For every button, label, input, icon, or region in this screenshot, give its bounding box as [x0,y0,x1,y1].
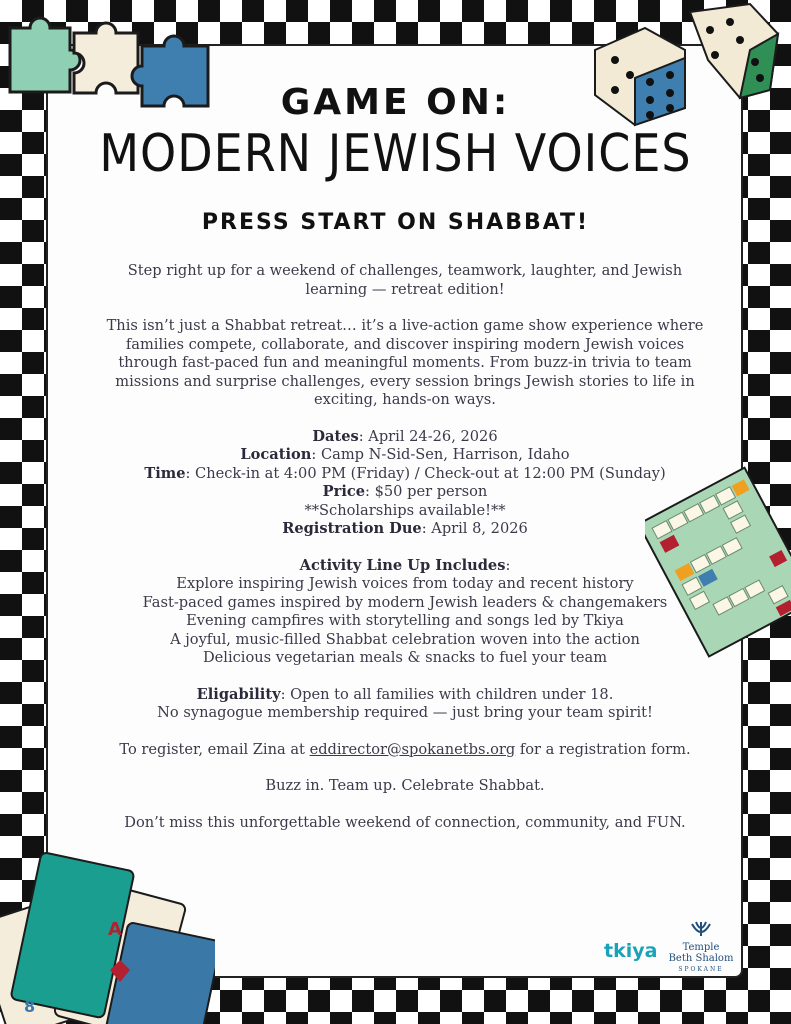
due-value: : April 8, 2026 [421,520,528,537]
dates-value: : April 24-26, 2026 [358,427,498,445]
temple-logo-line1: Temple [682,942,720,953]
temple-beth-shalom-logo [666,942,736,975]
register-text-after: for a registration form. [515,740,691,758]
price-label: Price [322,483,366,500]
flyer-body [95,262,715,850]
menorah-icon [690,920,712,940]
tkiya-logo: tkiya [604,940,658,962]
closing-paragraph: Don’t miss this unforgettable weekend of connection, community, and FUN. [124,813,686,831]
event-details [95,428,715,539]
intro-paragraph-2: This isn’t just a Shabbat retreat… it’s a live-action game show experience where families compete, collaborate, and discover inspiring modern Jewish voices through fast-paced fun and meaningful moments. From buzz-in trivia to team missions and surprise challenges, every session brings Jewish stories to life in exciting, hands-on ways. [106,317,704,408]
price-line [95,483,715,502]
tagline: Buzz in. Team up. Celebrate Shabbat. [265,777,545,794]
title-game-on: GAME ON: [280,82,511,123]
price-value: : $50 per person [365,483,488,500]
svg-text:8: 8 [24,997,36,1016]
eligibility-value: : Open to all families with children under 18. [280,685,614,703]
sponsor-logos [600,920,740,973]
svg-text:A: A [108,919,122,940]
temple-logo-line3: SPOKANE [678,966,724,973]
register-paragraph [95,741,715,760]
intro-paragraph-1: Step right up for a weekend of challenges, teamwork, laughter, and Jewish learning — retreat edition! [127,262,683,298]
time-line [95,465,715,484]
activity-item: Explore inspiring Jewish voices from today and recent history [176,575,634,592]
time-value: : Check-in at 4:00 PM (Friday) / Check-out at 12:00 PM (Sunday) [185,464,666,482]
scholarships-note: **Scholarships available!** [304,501,506,519]
activity-item: Delicious vegetarian meals & snacks to fuel your team [202,649,608,666]
location-line [95,446,715,465]
playing-cards-icon [0,850,215,1024]
activity-item: Fast-paced games inspired by modern Jewish leaders & changemakers [142,593,668,611]
activities-section [95,557,715,668]
eligibility-section [95,686,715,723]
title-main: MODERN JEWISH VOICES [99,122,692,184]
dates-label: Dates [312,427,359,445]
dates-line [95,428,715,447]
location-value: : Camp N-Sid-Sen, Harrison, Idaho [311,446,570,463]
time-label: Time [144,464,186,482]
activities-heading [95,557,715,576]
eligibility-line [95,686,715,705]
activities-colon: : [505,556,511,574]
activity-item: Evening campfires with storytelling and songs led by Tkiya [186,612,624,629]
temple-logo-line2: Beth Shalom [668,953,734,964]
location-label: Location [240,446,312,463]
register-text-before: To register, email Zina at [119,740,310,758]
eligibility-line-2: No synagogue membership required — just bring your team spirit! [157,704,653,721]
subtitle: PRESS START ON SHABBAT! [201,210,590,235]
eligibility-label: Eligability [196,685,281,703]
register-email-link[interactable]: eddirector@spokanetbs.org [309,740,516,758]
activities-label: Activity Line Up Includes [299,556,506,574]
due-line [95,520,715,539]
activity-item: A joyful, music-filled Shabbat celebration woven into the action [170,630,640,648]
due-label: Registration Due [282,520,422,537]
